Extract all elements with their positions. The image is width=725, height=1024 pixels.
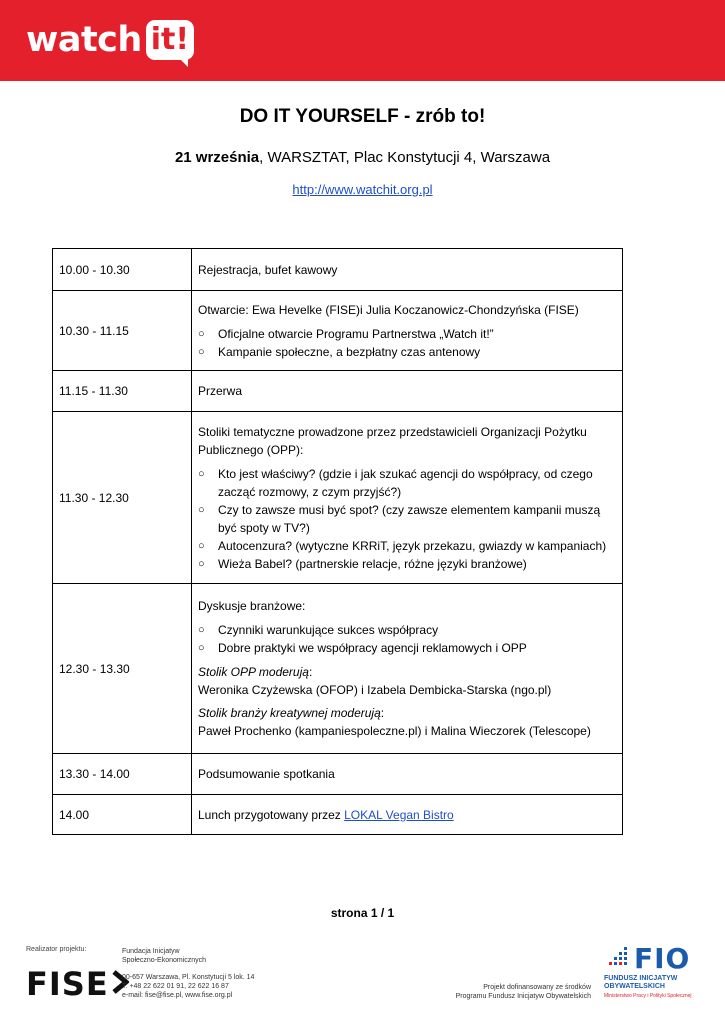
agenda-bullet: ○ Kto jest właściwy? (gdzie i jak szukać agencji do współpracy, od czego zacząć rozmowy, z czym przyjść?) — [198, 465, 616, 501]
agenda-row — [53, 795, 623, 835]
event-location: , WARSZTAT, Plac Konstytucji 4, Warszawa — [259, 149, 551, 166]
agenda-text: Otwarcie: Ewa Hevelke (FISE)i Julia Koczanowicz-Chondzyńska (FISE) — [198, 302, 579, 317]
realizator-label: Realizator projektu: — [26, 946, 87, 953]
addr-line: e-mail: fise@fise.pl, www.fise.org.pl — [122, 992, 233, 999]
moderator-kreat-names: Paweł Prochenko (kampaniespoleczne.pl) i Malina Wieczorek (Telescope) — [198, 724, 591, 738]
agenda-description — [192, 584, 623, 754]
org-line: Fundacja Inicjatyw — [122, 948, 180, 955]
fio-subtitle — [604, 975, 704, 991]
moderator-kreat-label-line: Stolik branży kreatywnej moderują: — [198, 706, 385, 720]
addr-line: T: +48 22 622 01 91, 22 622 16 87 — [122, 983, 229, 990]
agenda-description — [192, 412, 623, 584]
agenda-bullets — [198, 325, 616, 361]
agenda-text: Przerwa — [198, 384, 243, 398]
website-link[interactable]: http://www.watchit.org.pl — [292, 182, 433, 197]
agenda-time: 11.15 - 11.30 — [53, 371, 192, 412]
agenda-row — [53, 584, 623, 754]
event-subtitle — [0, 149, 725, 166]
document-title: DO IT YOURSELF - zrób to! — [239, 106, 486, 127]
header-banner — [0, 0, 725, 81]
agenda-text: Stoliki tematyczne prowadzone przez przedstawicieli Organizacji Pożytku Publicznego (OPP): — [198, 424, 587, 457]
moderator-opp-label-line: Stolik OPP moderują: — [198, 665, 313, 679]
agenda-description — [192, 795, 623, 835]
agenda-row — [53, 249, 623, 291]
agenda-bullets — [198, 465, 616, 573]
proj-line: Projekt dofinansowany ze środków — [483, 984, 591, 991]
logo-box-text: it! — [150, 22, 190, 57]
agenda-bullet: ○ Autocenzura? (wytyczne KRRiT, język przekazu, gwiazdy w kampaniach) — [198, 537, 616, 555]
agenda-text-line — [198, 806, 616, 824]
agenda-bullet: ○ Kampanie społeczne, a bezpłatny czas antenowy — [198, 343, 616, 361]
moderator-opp-names: Weronika Czyżewska (OFOP) i Izabela Dembicka-Starska (ngo.pl) — [198, 683, 552, 697]
lokal-vegan-bistro-link[interactable]: LOKAL Vegan Bistro — [344, 807, 454, 822]
fio-ministry: Ministerstwo Pracy i Polityki Społecznej — [604, 993, 692, 999]
logo-speech-bubble — [146, 20, 194, 60]
fise-org-name — [122, 947, 206, 965]
fise-address — [122, 973, 254, 1000]
agenda-bullet: ○ Oficjalne otwarcie Programu Partnerstwa „Watch it!” — [198, 325, 616, 343]
moderator-kreat-label: Stolik branży kreatywnej moderują — [198, 706, 381, 720]
agenda-row — [53, 412, 623, 584]
moderator-opp-label: Stolik OPP moderują — [198, 665, 309, 679]
fio-logo — [604, 942, 704, 1012]
agenda-time: 11.30 - 12.30 — [53, 412, 192, 584]
fio-sub-line: FUNDUSZ INICJATYW — [604, 975, 678, 982]
agenda-row — [53, 291, 623, 371]
agenda-row — [53, 371, 623, 412]
project-funding-note — [445, 983, 591, 1001]
fise-logo — [26, 965, 129, 1003]
agenda-description — [192, 754, 623, 795]
agenda-time: 10.00 - 10.30 — [53, 249, 192, 291]
addr-line: 00-657 Warszawa, Pl. Konstytucji 5 lok. 14 — [122, 974, 255, 981]
agenda-bullet: ○ Czy to zawsze musi być spot? (czy zawsze elementem kampanii muszą być spoty w TV?) — [198, 501, 616, 537]
logo-bubble-tail — [179, 58, 188, 67]
fio-sub-line: OBYWATELSKICH — [604, 983, 665, 990]
agenda-text: Dyskusje branżowe: — [198, 599, 306, 613]
agenda-bullet: ○ Czynniki warunkujące sukces współpracy — [198, 621, 616, 639]
agenda-table — [52, 248, 623, 835]
agenda-row — [53, 754, 623, 795]
fio-dots-icon — [604, 945, 632, 969]
agenda-bullet: ○ Wieża Babel? (partnerskie relacje, różne języki branżowe) — [198, 555, 616, 573]
proj-line: Programu Fundusz Inicjatyw Obywatelskich — [455, 993, 591, 1000]
agenda-text: Lunch przygotowany przez — [198, 807, 345, 822]
agenda-description — [192, 249, 623, 291]
fio-logo-text: FIO — [634, 942, 691, 975]
agenda-bullet: ○ Dobre praktyki we współpracy agencji reklamowych i OPP — [198, 639, 616, 657]
agenda-bullets — [198, 621, 616, 657]
agenda-description — [192, 371, 623, 412]
agenda-text: Rejestracja, bufet kawowy — [198, 262, 338, 277]
agenda-time: 14.00 — [53, 795, 192, 835]
agenda-time: 10.30 - 11.15 — [53, 291, 192, 371]
agenda-time: 13.30 - 14.00 — [53, 754, 192, 795]
agenda-text: Podsumowanie spotkania — [198, 767, 335, 781]
logo-text: watch — [26, 20, 142, 60]
page-number: strona 1 / 1 — [330, 906, 395, 920]
org-line: Społeczno-Ekonomicznych — [122, 957, 207, 964]
event-date: 21 września — [174, 149, 260, 166]
agenda-description — [192, 291, 623, 371]
watchit-logo — [26, 20, 194, 60]
agenda-time: 12.30 - 13.30 — [53, 584, 192, 754]
fise-logo-text: FISE — [26, 965, 109, 1003]
